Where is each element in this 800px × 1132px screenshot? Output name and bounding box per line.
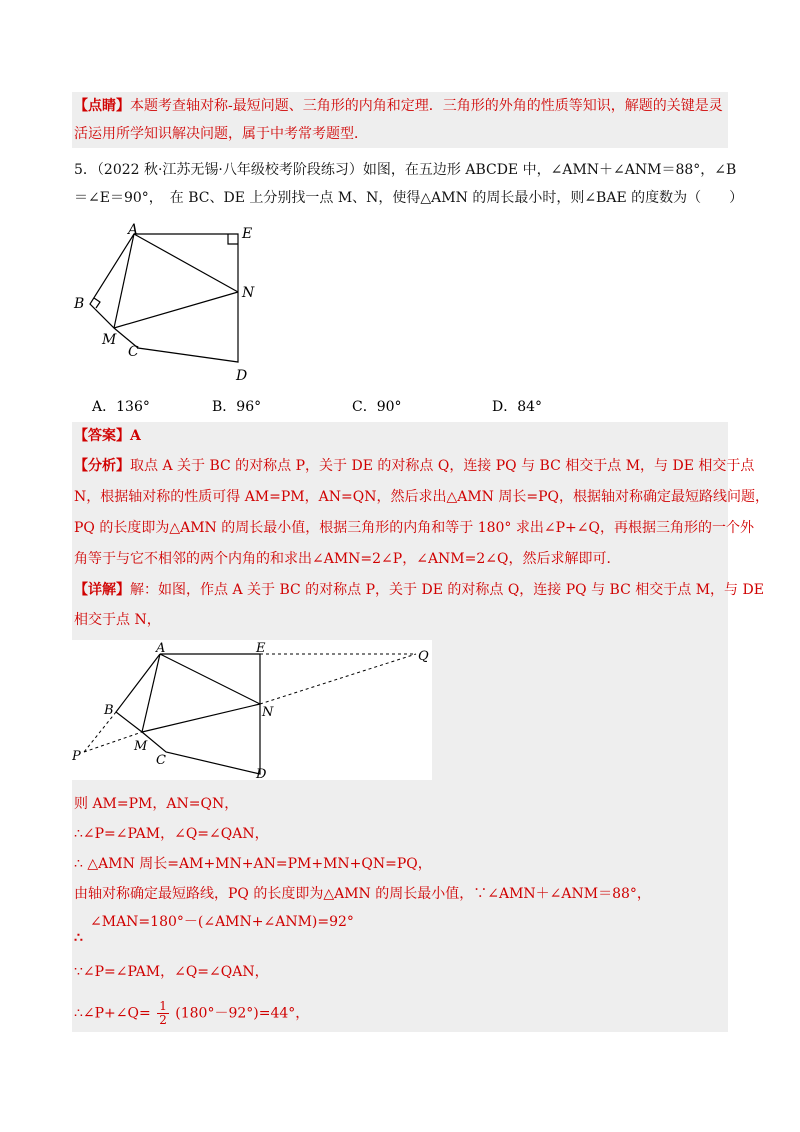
comment-text-1: 本题考查轴对称-最短问题、三角形的内角和定理．三角形的外角的性质等知识，解题的关键是灵 bbox=[130, 98, 723, 114]
answer-value: A bbox=[130, 428, 141, 444]
option-b[interactable]: B．96° bbox=[212, 399, 262, 415]
option-a[interactable]: A．136° bbox=[92, 399, 150, 415]
step-3: ∴ △AMN 周长=AM+MN+AN=PM+MN+QN=PQ， bbox=[74, 856, 432, 872]
label-N: N bbox=[242, 285, 255, 301]
fig2-label-E: E bbox=[256, 641, 266, 656]
step-1: 则 AM=PM，AN=QN， bbox=[74, 796, 239, 812]
step-6: ∵∠P=∠PAM，∠Q=∠QAN， bbox=[74, 964, 269, 980]
fig2-label-C: C bbox=[156, 753, 166, 768]
analysis-line-2: N，根据轴对称的性质可得 AM=PM，AN=QN，然后求出△AMN 周长=PQ，根据轴对称确定最短路线问题， bbox=[74, 489, 769, 505]
answer-line: 【答案】A bbox=[74, 428, 141, 444]
label-E: E bbox=[242, 226, 253, 242]
fig2-label-Q: Q bbox=[418, 649, 429, 664]
comment-line-1 bbox=[74, 96, 723, 116]
fig2-label-P: P bbox=[72, 749, 81, 764]
option-c[interactable]: C．90° bbox=[352, 399, 402, 415]
analysis-line-1: 【分析】取点 A 关于 BC 的对称点 P，关于 DE 的对称点 Q，连接 PQ 与 BC 相交于点 M，与 DE 相交于点 bbox=[74, 458, 755, 474]
fig2-label-N: N bbox=[262, 705, 274, 720]
fig2-label-M: M bbox=[134, 739, 148, 754]
comment-text-2: 活运用所学知识解决问题，属于中考常考题型． bbox=[74, 126, 368, 142]
step-2: ∴∠P=∠PAM，∠Q=∠QAN， bbox=[74, 826, 269, 842]
analysis-line-4: 角等于与它不相邻的两个内角的和求出∠AMN=2∠P，∠ANM=2∠Q，然后求解即可． bbox=[74, 551, 621, 567]
fraction-den: 2 bbox=[159, 1013, 167, 1027]
label-A: A bbox=[128, 222, 139, 238]
analysis-line-3: PQ 的长度即为△AMN 的周长最小值，根据三角形的内角和等于 180° 求出∠P+∠Q，再根据三角形的一个外 bbox=[74, 520, 754, 536]
label-C: C bbox=[128, 344, 139, 360]
reflection-figure bbox=[72, 640, 432, 780]
option-d[interactable]: D．84° bbox=[492, 399, 543, 415]
question-line-1: 5．（2022 秋·江苏无锡·八年级校考阶段练习）如图，在五边形 ABCDE 中，∠AMN＋∠ANM＝88°，∠B bbox=[74, 162, 737, 178]
fig2-label-B: B bbox=[104, 703, 114, 718]
label-D: D bbox=[236, 368, 248, 384]
pentagon-figure bbox=[72, 222, 272, 392]
detail-line-1: 【详解】解：如图，作点 A 关于 BC 的对称点 P，关于 DE 的对称点 Q，连接 PQ 与 BC 相交于点 M，与 DE bbox=[74, 582, 764, 598]
fig2-label-D: D bbox=[256, 767, 267, 780]
question-line-2: ＝∠E＝90°， 在 BC、DE 上分别找一点 M、N，使得△AMN 的周长最小时，则∠BAE 的度数为（ ） bbox=[74, 190, 744, 206]
comment-tag: 【点睛】 bbox=[74, 98, 130, 114]
step-5-formula: ∠MAN=180°－(∠AMN+∠ANM)=92° bbox=[90, 914, 354, 930]
fraction bbox=[157, 1000, 169, 1027]
fig2-label-A: A bbox=[156, 641, 166, 656]
detail-line-2: 相交于点 N， bbox=[74, 612, 161, 628]
label-B: B bbox=[74, 296, 85, 312]
step-5-therefore: ∴ bbox=[74, 930, 83, 946]
step-4: 由轴对称确定最短路线，PQ 的长度即为△AMN 的周长最小值，∵∠AMN＋∠ANM＝88°， bbox=[74, 886, 651, 902]
fraction-num: 1 bbox=[159, 999, 167, 1013]
comment-line-2 bbox=[74, 124, 368, 144]
label-M: M bbox=[102, 332, 117, 348]
step-7: ∴∠P+∠Q= $\frac{1}{2}$ (180°－92°)=44°， bbox=[74, 999, 310, 1027]
